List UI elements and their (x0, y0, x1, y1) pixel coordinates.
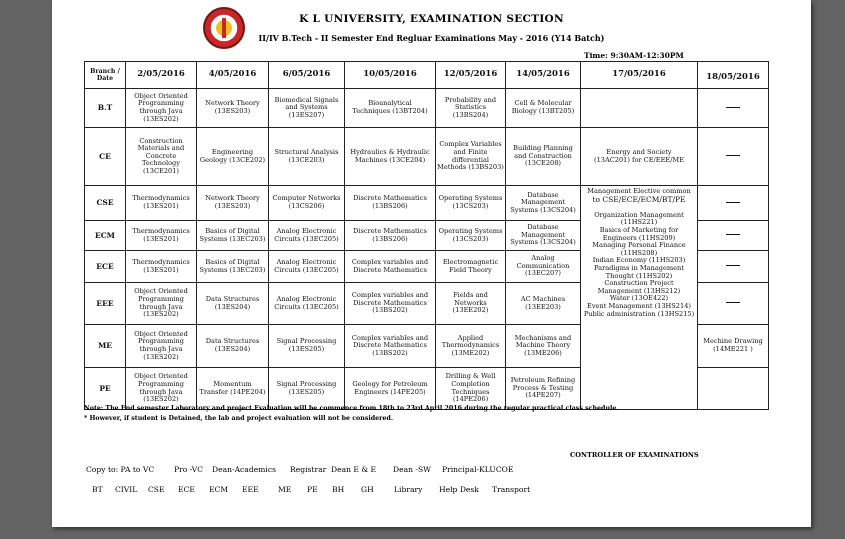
subject-cell: Building Planning and Construction (13CE208) (506, 128, 581, 186)
distribution-item: Library (394, 485, 423, 494)
table-row (85, 128, 769, 186)
subject-cell: Data Structures (13ES204) (197, 325, 269, 368)
date-header: 12/05/2016 (436, 62, 506, 89)
branch-cell: CE (85, 128, 126, 186)
table-row (85, 186, 769, 221)
distribution-item: EEE (242, 485, 259, 494)
dash-mark (726, 234, 740, 235)
copy-to: Copy to: PA to VC (86, 465, 155, 474)
subject-cell: Signal Processing (13ES205) (269, 325, 345, 368)
subject-cell: Analog Electronic Circuits (13EC205) (269, 251, 345, 283)
copy-to: Dean E & E (331, 465, 377, 474)
subject-cell: Database Management Systems (13CS204) (506, 186, 581, 221)
distribution-item: CIVIL (115, 485, 138, 494)
subject-cell: Object Oriented Programming through Java (13ES202) (126, 89, 197, 128)
subject-cell: Basics of Digital Systems (13EC203) (197, 251, 269, 283)
branch-cell: B.T (85, 89, 126, 128)
subject-cell: Signal Processing (13ES205) (269, 368, 345, 410)
dash-mark (726, 202, 740, 203)
distribution-item: BT (92, 485, 103, 494)
branch-cell: ECM (85, 221, 126, 251)
subject-cell: Complex Variables and Finite differential Methods (13BS203) (436, 128, 506, 186)
subject-cell: Drilling & Well Completion Techniques (14PE206) (436, 368, 506, 410)
university-title: K L UNIVERSITY, EXAMINATION SECTION (299, 13, 564, 25)
subject-cell: Construction Materials and Concrete Technology (13CE201) (126, 128, 197, 186)
branch-cell: ECE (85, 251, 126, 283)
distribution-item: PE (307, 485, 318, 494)
subject-cell: Data Structures (13ES204) (197, 283, 269, 325)
date-header: 2/05/2016 (126, 62, 197, 89)
copy-to: Dean -SW (393, 465, 431, 474)
distribution-item: ECE (178, 485, 195, 494)
subject-cell: Analog Communication (13EC207) (506, 251, 581, 283)
subject-cell: Applied Thermodynamics (13ME202) (436, 325, 506, 368)
subject-cell: Engineering Geology (13CE202) (197, 128, 269, 186)
subject-cell: Operating Systems (13CS203) (436, 186, 506, 221)
date-header: 10/05/2016 (345, 62, 436, 89)
branch-cell: EEE (85, 283, 126, 325)
distribution-item: GH (361, 485, 374, 494)
exam-schedule-sheet (52, 0, 811, 527)
distribution-item: Transport (492, 485, 531, 494)
date-header: 6/05/2016 (269, 62, 345, 89)
empty-slot (698, 251, 769, 283)
timetable (84, 61, 769, 410)
copy-to: Registrar (290, 465, 327, 474)
exam-time: Time: 9:30AM-12:30PM (584, 51, 684, 60)
subject-cell: Mechanisms and Machine Theory (13ME206) (506, 325, 581, 368)
copy-to: Principal-KLUCOE (442, 465, 514, 474)
subject-cell: Complex variables and Discrete Mathematics (13BS202) (345, 283, 436, 325)
empty-slot (698, 368, 769, 410)
subject-cell: Database Management Systems (13CS204) (506, 221, 581, 251)
subject-cell: Bioanalytical Techniques (13BT204) (345, 89, 436, 128)
date-header: 18/05/2016 (698, 62, 769, 89)
subject-cell: Complex variables and Discrete Mathematics (345, 251, 436, 283)
header-row (85, 62, 769, 89)
copy-to: Pro -VC (174, 465, 204, 474)
subject-cell: Thermodynamics (13ES201) (126, 251, 197, 283)
subject-cell: Biomedical Signals and Systems (13ES207) (269, 89, 345, 128)
distribution-item: ME (278, 485, 292, 494)
dash-mark (726, 107, 740, 108)
subject-cell: AC Machines (13EE203) (506, 283, 581, 325)
subject-cell: Object Oriented Programming through Java (13ES202) (126, 325, 197, 368)
subject-cell: Analog Electronic Circuits (13EC205) (269, 221, 345, 251)
subject-cell: Petroleum Refining Process & Testing (14PE207) (506, 368, 581, 410)
dash-mark (726, 155, 740, 156)
subject-cell: Network Theory (13ES203) (197, 89, 269, 128)
subject-cell: Complex variables and Discrete Mathematics (13BS202) (345, 325, 436, 368)
subject-cell: Hydraulics & Hydraulic Machines (13CE204) (345, 128, 436, 186)
date-header: 17/05/2016 (581, 62, 698, 89)
empty-slot (698, 283, 769, 325)
date-header: 4/05/2016 (197, 62, 269, 89)
subject-cell: Discrete Mathematics (13BS206) (345, 186, 436, 221)
distribution-item: CSE (148, 485, 165, 494)
branch-cell: ME (85, 325, 126, 368)
distribution-item: BH (332, 485, 345, 494)
subject-cell: Operating Systems (13CS203) (436, 221, 506, 251)
copy-to: Dean-Academics (212, 465, 276, 474)
subject-cell: Structural Analysis (13CE203) (269, 128, 345, 186)
exam-subtitle: II/IV B.Tech - II Semester End Regluar Examinations May - 2016 (Y14 Batch) (258, 33, 605, 43)
empty-slot (698, 221, 769, 251)
subject-cell: Electromagnetic Field Theory (436, 251, 506, 283)
subject-cell: Object Oriented Programming through Java (13ES202) (126, 368, 197, 410)
distribution-item: ECM (209, 485, 229, 494)
subject-cell: Discrete Mathematics (13BS206) (345, 221, 436, 251)
table-row (85, 89, 769, 128)
controller-signature: CONTROLLER OF EXAMINATIONS (570, 451, 699, 459)
dash-mark (726, 265, 740, 266)
branch-cell: PE (85, 368, 126, 410)
subject-cell: Geology for Petroleum Engineers (14PE205) (345, 368, 436, 410)
subject-cell: Computer Networks (13CS206) (269, 186, 345, 221)
subject-cell (581, 89, 698, 128)
branch-date-header: Branch / Date (85, 62, 126, 89)
branch-cell: CSE (85, 186, 126, 221)
note-lab-evaluation: Note: The End semester Laboratory and project Evaluation will be commence from 18th to 23rd April 2016 during the regular practical class schedule. (84, 405, 619, 412)
subject-cell: Fields and Networks (13EE202) (436, 283, 506, 325)
subject-cell: Analog Electronic Circuits (13EC205) (269, 283, 345, 325)
subject-cell: Energy and Society (13AC201) for CE/EEE/ME (581, 128, 698, 186)
date-header: 14/05/2016 (506, 62, 581, 89)
note-detained: * However, if student is Detained, the lab and project evaluation will not be considered. (84, 415, 394, 422)
management-elective-cell: Management Elective common to CSE/ECE/ECM/BT/PE Organization Management (11HS221) Basics of Marketing for Engineers (11HS209) Managing Personal Finance (11HS208) Indian Economy (11HS203) Paradigms in Management Thought (11HS202) Construction Project Management (13HS212) Water (13OE422) Event Management (13HS214) Public administration (13HS215) (581, 186, 698, 410)
subject-cell: Thermodynamics (13ES201) (126, 186, 197, 221)
empty-slot (698, 128, 769, 186)
empty-slot (698, 186, 769, 221)
subject-cell: Cell & Molecular Biology (13BT205) (506, 89, 581, 128)
subject-cell: Probability and Statistics (13BS204) (436, 89, 506, 128)
dash-mark (726, 302, 740, 303)
subject-cell: Network Theory (13ES203) (197, 186, 269, 221)
subject-cell: Mechine Drawing (14ME221 ) (698, 325, 769, 368)
subject-cell: Object Oriented Programming through Java (13ES202) (126, 283, 197, 325)
subject-cell: Thermodynamics (13ES201) (126, 221, 197, 251)
subject-cell: Basics of Digital Systems (13EC203) (197, 221, 269, 251)
subject-cell: Momentum Transfer (14PE204) (197, 368, 269, 410)
empty-slot (698, 89, 769, 128)
distribution-item: Help Desk (439, 485, 479, 494)
